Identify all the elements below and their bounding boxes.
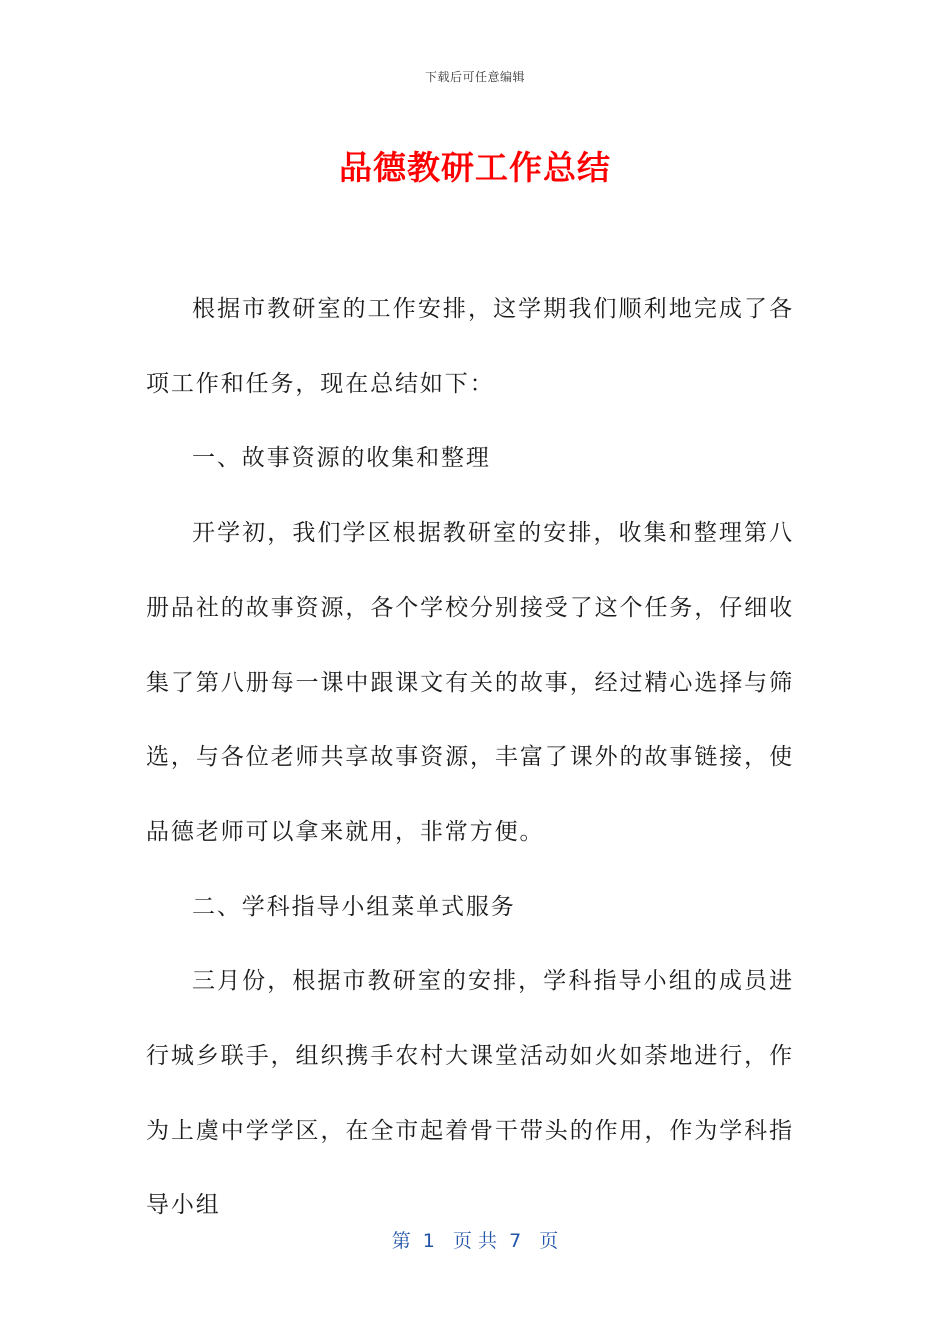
document-title: 品德教研工作总结 bbox=[339, 148, 611, 187]
document-body bbox=[146, 272, 794, 1243]
page-number-footer: 第 1 页 共 7 页 bbox=[391, 1230, 559, 1252]
paragraph-section-1: 开学初，我们学区根据教研室的安排，收集和整理第八册品社的故事资源，各个学校分别接受了这个任务，仔细收集了第八册每一课中跟课文有关的故事，经过精心选择与筛选，与各位老师共享故事资源，丰富了课外的故事链接，使品德老师可以拿来就用，非常方便。 bbox=[146, 520, 794, 845]
section-heading-2: 二、学科指导小组菜单式服务 bbox=[192, 893, 516, 920]
page-header-note: 下载后可任意编辑 bbox=[424, 70, 525, 84]
section-heading-1: 一、故事资源的收集和整理 bbox=[192, 445, 491, 472]
paragraph-intro: 根据市教研室的工作安排，这学期我们顺利地完成了各项工作和任务，现在总结如下： bbox=[146, 296, 794, 397]
paragraph-section-2: 三月份，根据市教研室的安排，学科指导小组的成员进行城乡联手，组织携手农村大课堂活动如火如荼地进行，作为上虞中学学区，在全市起着骨干带头的作用，作为学科指导小组 bbox=[146, 968, 794, 1219]
